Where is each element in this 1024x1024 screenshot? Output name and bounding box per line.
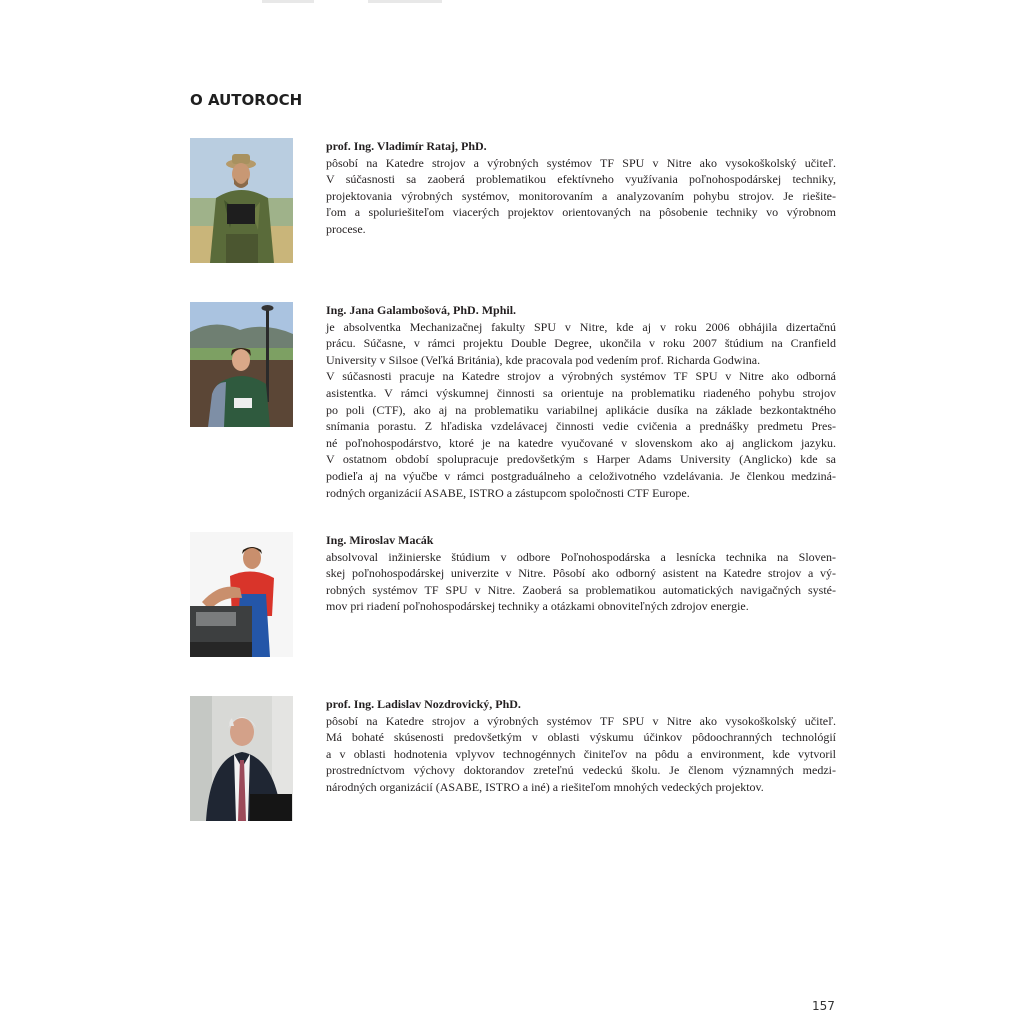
top-edge-mark — [262, 0, 314, 3]
text-line: procese. — [326, 221, 366, 236]
text-line: asistentka. V rámci výskumnej činnosti sa orientuje na problematiku riadeného pohybu strojov — [326, 385, 836, 400]
text-line: V ostatnom období spolupracuje predovšetkým s Harper Adams University (Anglicko) kde sa — [326, 452, 836, 467]
author-paragraph — [326, 549, 836, 615]
text-line: projektovania výrobných systémov, monitorovaním a analyzovaním pohybu strojov. Je riešite- — [326, 188, 836, 203]
author-bio-nozdrovicky — [326, 696, 836, 796]
text-line: národných organizácií (ASABE, ISTRO a iné) a riešiteľom mnohých vedeckých projektov. — [326, 779, 764, 794]
text-line: prácu. Súčasne, v rámci projektu Double Degree, ukončila v roku 2007 štúdium na Cranfield — [326, 336, 836, 351]
author-paragraph — [326, 319, 836, 369]
author-paragraph — [326, 368, 836, 501]
text-line: je absolventka Mechanizačnej fakulty SPU v Nitre, kde aj v roku 2006 obhájila dizertačnú — [326, 319, 836, 334]
author-name: Ing. Miroslav Macák — [326, 533, 434, 547]
section-title: O AUTOROCH — [190, 91, 303, 109]
author-name: Ing. Jana Galambošová, PhD. Mphil. — [326, 303, 517, 317]
text-line: Má bohaté skúsenosti predovšetkým v oblasti výskumu účinkov pôdoochranných technológií — [326, 730, 836, 745]
text-line: prostredníctvom výchovy doktorandov zreteľnú vedeckú školu. Je členom významných medzi- — [326, 763, 836, 778]
text-line: né poľnohospodárstvo, ktoré je na katedre vyučované v slovenskom ako aj anglickom jazyku. — [326, 435, 836, 450]
author-bio-macak — [326, 532, 836, 615]
text-line: ľom a spoluriešiteľom viacerých projektov orientovaných na pôsobenie techniky vo výrobnom — [326, 205, 836, 220]
text-line: pôsobí na Katedre strojov a výrobných systémov TF SPU v Nitre ako vysokoškolský učiteľ. — [326, 155, 836, 170]
author-photo-rataj — [190, 138, 293, 263]
text-line: podieľa aj na výučbe v rámci postgraduálneho a celoživotného vzdelávania. Je členkou medziná- — [326, 468, 836, 483]
author-photo-galambosova — [190, 302, 293, 427]
text-line: a v oblasti hodnotenia vplyvov technogénnych činiteľov na pôdu a environment, kde vytvoril — [326, 746, 836, 761]
author-bio-galambosova — [326, 302, 836, 501]
text-line: robných systémov TF SPU v Nitre. Zaoberá sa problematikou automatických navigačných systé- — [326, 582, 836, 597]
author-paragraph — [326, 713, 836, 796]
text-line: pôsobí na Katedre strojov a výrobných systémov TF SPU v Nitre ako vysokoškolský učiteľ. — [326, 713, 836, 728]
author-photo-macak — [190, 532, 293, 657]
text-line: skej poľnohospodárskej univerzite v Nitre. Pôsobí ako odborný asistent na Katedre strojov a vý- — [326, 566, 836, 581]
text-line: V súčasnosti pracuje na Katedre strojov a výrobných systémov TF SPU v Nitre ako odborná — [326, 369, 836, 384]
text-line: snímania porastu. Z hľadiska vzdelávacej činnosti vedie cvičenia a prednášky predmetu Pres- — [326, 419, 836, 434]
text-line: po poli (CTF), ako aj na problematiku variabilnej aplikácie dusíka na základe bezkontaktného — [326, 402, 836, 417]
author-photo-nozdrovicky — [190, 696, 293, 821]
author-name: prof. Ing. Ladislav Nozdrovický, PhD. — [326, 697, 521, 711]
text-line: V súčasnosti sa zaoberá problematikou efektívneho využívania poľnohospodárskej techniky, — [326, 172, 836, 187]
text-line: rodných organizácií ASABE, ISTRO a zástupcom spoločnosti CTF Europe. — [326, 485, 690, 500]
top-edge-mark — [368, 0, 442, 3]
page-number: 157 — [812, 999, 835, 1013]
text-line: absolvoval inžinierske štúdium v odbore Poľnohospodárska a lesnícka technika na Sloven- — [326, 549, 836, 564]
text-line: mov pri riadení poľnohospodárskej techniky a otázkami obnoviteľných zdrojov energie. — [326, 599, 749, 614]
author-paragraph — [326, 155, 836, 238]
author-name: prof. Ing. Vladimír Rataj, PhD. — [326, 139, 487, 153]
author-bio-rataj — [326, 138, 836, 238]
text-line: University v Silsoe (Veľká Británia), kde pracovala pod vedením prof. Richarda Godwina. — [326, 352, 761, 367]
